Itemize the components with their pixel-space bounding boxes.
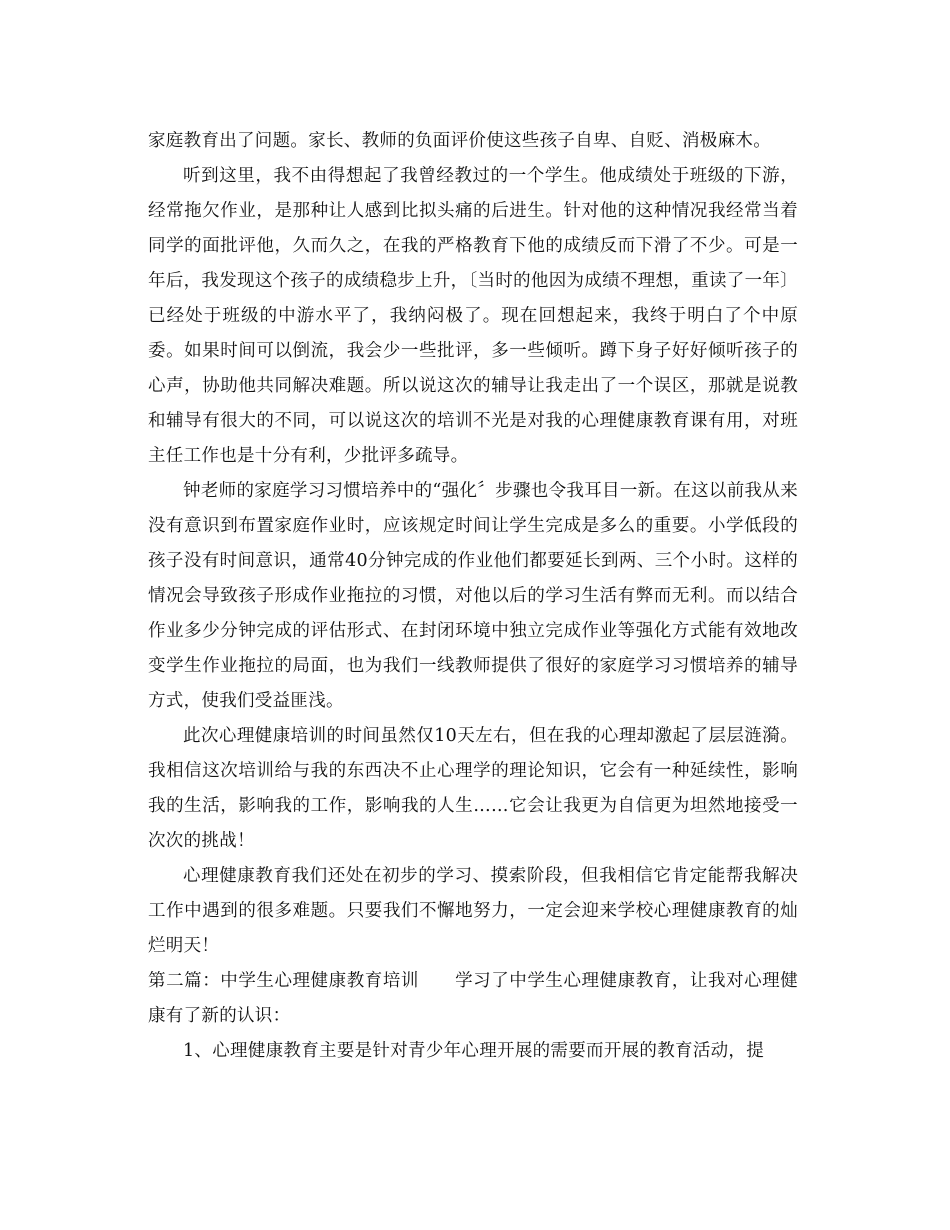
- paragraph-7: 1、心理健康教育主要是针对青少年心理开展的需要而开展的教育活动，提: [183, 1041, 765, 1061]
- paragraph-4: 此次心理健康培训的时间虽然仅10天左右，但在我的心理却激起了层层涟漪。我相信这次培训给与我的东西决不止心理学的理论知识，它会有一种延续性，影响我的生活，影响我的工作，影响我的人生……它会让我更为自信更为坦然地接受一次次的挑战！: [148, 726, 798, 851]
- paragraph-2: 听到这里，我不由得想起了我曾经教过的一个学生。他成绩处于班级的下游，经常拖欠作业，是那种让人感到比拟头痛的后进生。针对他的这种情况我经常当着同学的面批评他，久而久之，在我的严格教育下他的成绩反而下滑了不少。可是一年后，我发现这个孩子的成绩稳步上升，〔当时的他因为成绩不理想，重读了一年〕已经处于班级的中游水平了，我纳闷极了。现在回想起来，我终于明白了个中原委。如果时间可以倒流，我会少一些批评，多一些倾听。蹲下身子好好倾听孩子的心声，协助他共同解决难题。所以说这次的辅导让我走出了一个误区，那就是说教和辅导有很大的不同，可以说这次的培训不光是对我的心理健康教育课有用，对班主任工作也是十分有利，少批评多疏导。: [148, 166, 798, 466]
- section-heading-paragraph: 第二篇：中学生心理健康教育培训 学习了中学生心理健康教育，让我对心理健康有了新的认识：: [148, 971, 798, 1026]
- paragraph-1: 家庭教育出了问题。家长、教师的负面评价使这些孩子自卑、自贬、消极麻木。: [148, 131, 771, 151]
- paragraph-5: 心理健康教育我们还处在初步的学习、摸索阶段，但我相信它肯定能帮我解决工作中遇到的很多难题。只要我们不懈地努力，一定会迎来学校心理健康教育的灿烂明天！: [148, 866, 798, 956]
- paragraph-3: 钟老师的家庭学习习惯培养中的“强化〞步骤也令我耳目一新。在这以前我从来没有意识到布置家庭作业时，应该规定时间让学生完成是多么的重要。小学低段的孩子没有时间意识，通常40分钟完成的作业他们都要延长到两、三个小时。这样的情况会导致孩子形成作业拖拉的习惯，对他以后的学习生活有弊而无利。而以结合作业多少分钟完成的评估形式、在封闭环境中独立完成作业等强化方式能有效地改变学生作业拖拉的局面，也为我们一线教师提供了很好的家庭学习习惯培养的辅导方式，使我们受益匪浅。: [148, 481, 798, 711]
